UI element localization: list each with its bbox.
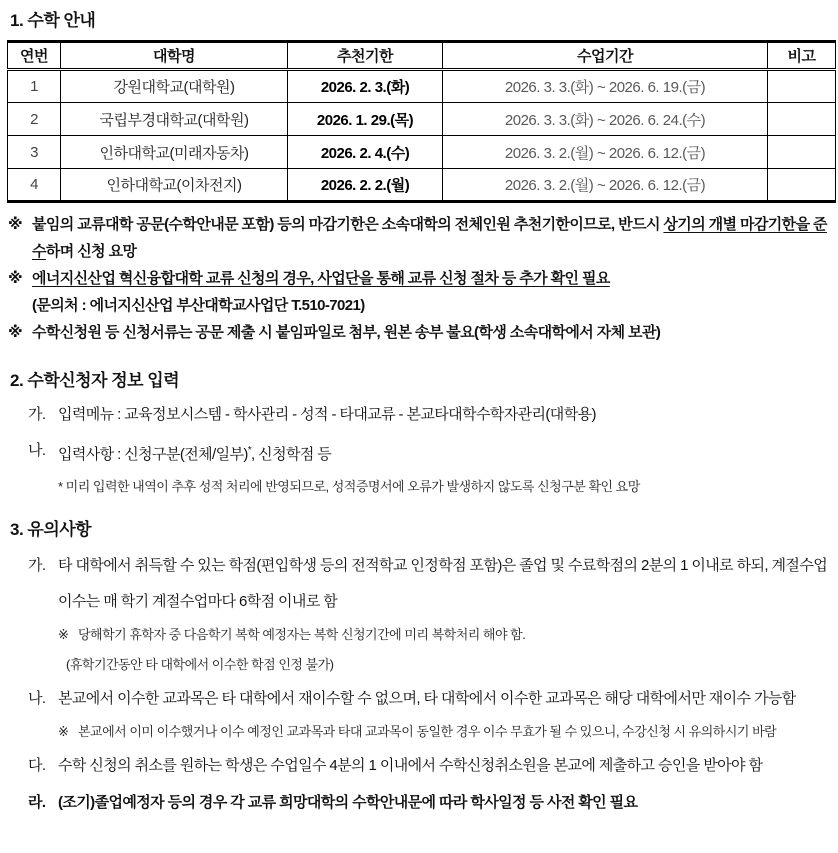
- section3-na-subnote: [6, 717, 834, 747]
- row-deadline: 2026. 2. 4.(수): [288, 136, 443, 169]
- footnote-deadline-pre: 붙임의 교류대학 공문(수학안내문 포함) 등의 마감기한은 소속대학의 전체인원 추천기한이므로, 반드시: [32, 216, 664, 233]
- row-note: [768, 136, 836, 169]
- section2-item-na: [6, 439, 834, 467]
- section3-item-ra: [6, 785, 834, 821]
- item-label: 다.: [28, 757, 46, 774]
- section3-ga-subnote2: [6, 650, 834, 680]
- table-row: [8, 103, 836, 136]
- row-univ: 인하대학교(미래자동차): [61, 136, 288, 169]
- footnote-deadline-text: [32, 211, 834, 265]
- row-univ: 인하대학교(이차전지): [61, 169, 288, 202]
- section3-item-da: [6, 748, 834, 784]
- reference-mark-icon: ※: [8, 324, 22, 341]
- item-label: 가.: [28, 406, 46, 423]
- col-header-no: 연번: [8, 42, 61, 70]
- input-menu-path: 입력메뉴 : 교육정보시스템 - 학사관리 - 성적 - 타대교류 - 본교타대학수학자관리(대학용): [58, 406, 596, 423]
- row-period: 2026. 3. 3.(화) ~ 2026. 6. 24.(수): [443, 103, 768, 136]
- reference-mark-icon: ※: [8, 270, 22, 287]
- table-header-row: [8, 42, 836, 70]
- row-period: 2026. 3. 2.(월) ~ 2026. 6. 12.(금): [443, 169, 768, 202]
- row-no: 1: [8, 70, 61, 103]
- footnote-deadline: [8, 211, 834, 265]
- section3-ga-subnote1: [6, 620, 834, 650]
- table-footnotes: [8, 211, 834, 346]
- credit-limit-text: 타 대학에서 취득할 수 있는 학점(편입학생 등의 전적학교 인정학점 포함)은 졸업 및 수료학점의 2분의 1 이내로 하되, 계절수업 이수는 매 학기 계절수업마다 6학점 이내로 함: [58, 557, 828, 610]
- item-label: 나.: [28, 442, 46, 459]
- footnote-energy: [8, 265, 834, 319]
- footnote-energy-text: [32, 265, 834, 319]
- row-deadline: 2026. 1. 29.(목): [288, 103, 443, 136]
- duplicate-course-note: 본교에서 이미 이수했거나 이수 예정인 교과목과 타대 교과목이 동일한 경우 이수 무효가 될 수 있으니, 수강신청 시 유의하시기 바람: [78, 724, 777, 739]
- reference-mark-icon: ※: [8, 216, 22, 233]
- footnote-deadline-underlined: 상기의 개별 마감기한을 준수: [32, 216, 827, 260]
- row-no: 2: [8, 103, 61, 136]
- row-univ: 국립부경대학교(대학원): [61, 103, 288, 136]
- footnote-deadline-post: 하며 신청 요망: [45, 243, 137, 260]
- row-period: 2026. 3. 3.(화) ~ 2026. 6. 19.(금): [443, 70, 768, 103]
- section1-title: 1. 수학 안내: [10, 11, 96, 30]
- row-univ: 강원대학교(대학원): [61, 70, 288, 103]
- section3-item-ga: [6, 548, 834, 620]
- exchange-university-table: [7, 40, 836, 203]
- col-header-period: 수업기간: [443, 42, 768, 70]
- footnote-documents: [8, 319, 834, 346]
- reference-mark-icon: ※: [58, 724, 69, 739]
- item-label: 라.: [28, 794, 46, 811]
- col-header-deadline: 추천기한: [288, 42, 443, 70]
- section3: [6, 515, 834, 821]
- table-row: [8, 169, 836, 202]
- col-header-univ: 대학명: [61, 42, 288, 70]
- table-row: [8, 70, 836, 103]
- leave-credit-note: (휴학기간동안 타 대학에서 이수한 학점 인정 불가): [66, 657, 334, 672]
- leave-of-absence-note: 당해학기 휴학자 중 다음학기 복학 예정자는 복학 신청기간에 미리 복학처리 해야 함.: [78, 627, 526, 642]
- row-no: 3: [8, 136, 61, 169]
- table-row: [8, 136, 836, 169]
- row-note: [768, 70, 836, 103]
- item-label: 가.: [28, 557, 46, 574]
- row-deadline: 2026. 2. 3.(화): [288, 70, 443, 103]
- row-note: [768, 169, 836, 202]
- reference-mark-icon: ※: [58, 627, 69, 642]
- cancellation-rule-text: 수학 신청의 취소를 원하는 학생은 수업일수 4분의 1 이내에서 수학신청취소원을 본교에 제출하고 승인을 받아야 함: [58, 757, 763, 774]
- row-period: 2026. 3. 2.(월) ~ 2026. 6. 12.(금): [443, 136, 768, 169]
- asterisk-superscript: *: [247, 445, 252, 456]
- input-detail-pre: 입력사항 : 신청구분(전체/일부): [58, 446, 248, 463]
- row-no: 4: [8, 169, 61, 202]
- section2-title: 2. 수학신청자 정보 입력: [10, 371, 180, 390]
- input-detail-post: , 신청학점 등: [251, 446, 332, 463]
- section3-title: 3. 유의사항: [10, 520, 92, 539]
- section2: [6, 366, 834, 495]
- section2-subnote: * 미리 입력한 내역이 추후 성적 처리에 반영되므로, 성적증명서에 오류가 발생하지 않도록 신청구분 확인 요망: [58, 479, 640, 494]
- row-note: [768, 103, 836, 136]
- section2-item-ga: [6, 403, 834, 427]
- section3-item-na: [6, 681, 834, 717]
- footnote-documents-text: 수학신청원 등 신청서류는 공문 제출 시 붙임파일로 첨부, 원본 송부 불요(학생 소속대학에서 자체 보관): [32, 324, 661, 341]
- footnote-energy-contact: (문의처 : 에너지신산업 부산대학교사업단 T.510-7021): [32, 297, 365, 314]
- early-graduation-note: (조기)졸업예정자 등의 경우 각 교류 희망대학의 수학안내문에 따라 학사일정 등 사전 확인 필요: [58, 794, 638, 811]
- input-detail-text: [58, 439, 834, 467]
- col-header-note: 비고: [768, 42, 836, 70]
- item-label: 나.: [28, 690, 46, 707]
- row-deadline: 2026. 2. 2.(월): [288, 169, 443, 202]
- footnote-energy-underlined: 에너지신산업 혁신융합대학 교류 신청의 경우, 사업단을 통해 교류 신청 절차 등 추가 확인 필요: [32, 270, 610, 287]
- retake-rule-text: 본교에서 이수한 교과목은 타 대학에서 재이수할 수 없으며, 타 대학에서 이수한 교과목은 해당 대학에서만 재이수 가능함: [58, 690, 796, 707]
